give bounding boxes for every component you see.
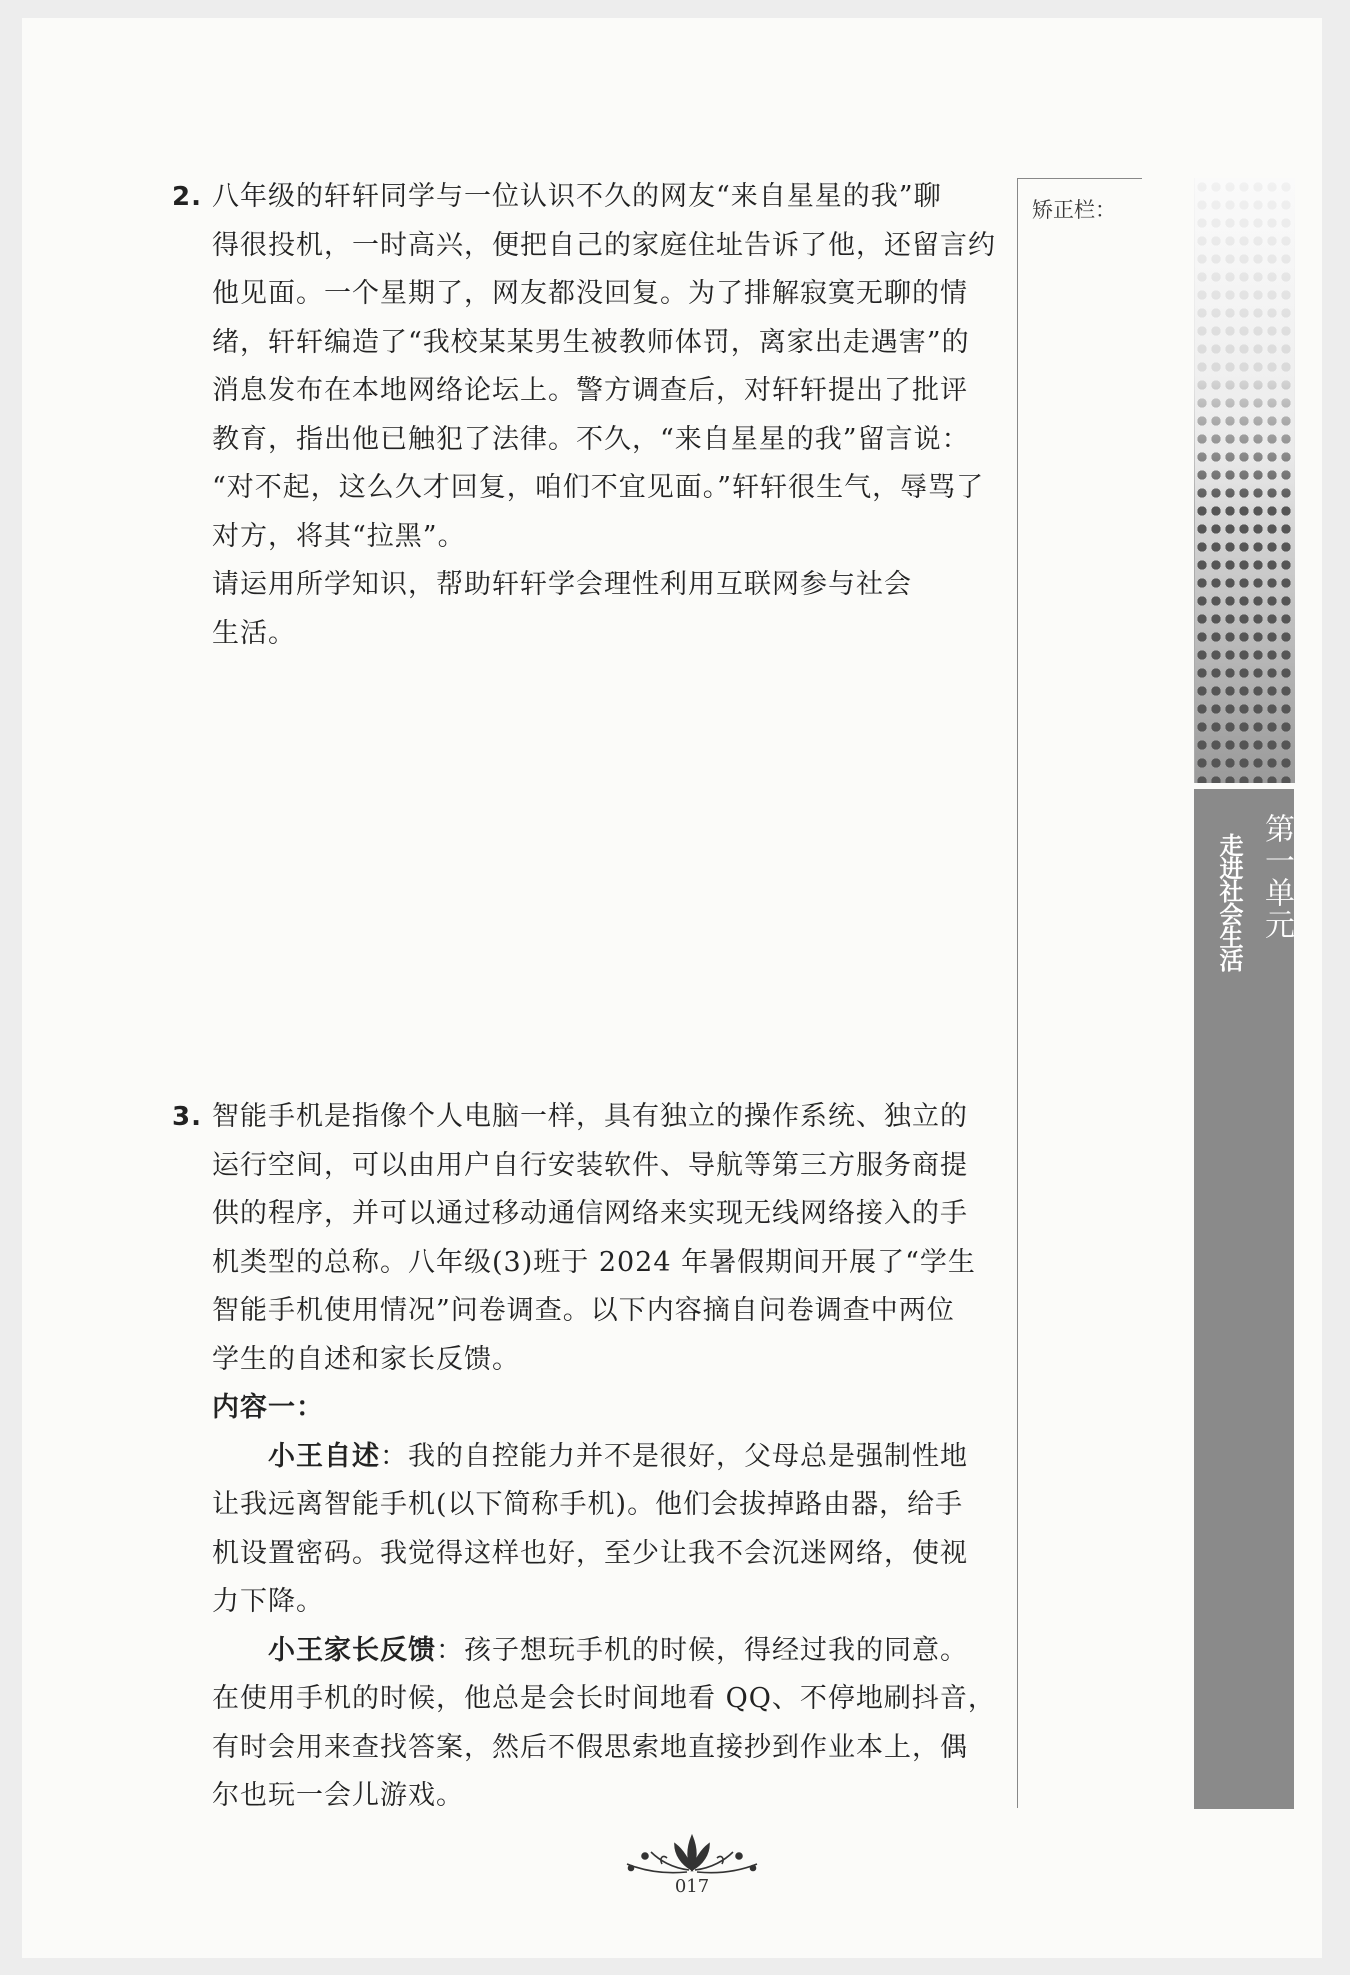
text-line: 生活。 xyxy=(212,617,296,649)
self-statement-label: 小王自述 xyxy=(268,1440,380,1472)
page xyxy=(22,18,1322,1958)
text-line: 得很投机，一时高兴，便把自己的家庭住址告诉了他，还留言约 xyxy=(212,229,996,261)
text-line: 绪，轩轩编造了“我校某某男生被教师体罚，离家出走遇害”的 xyxy=(212,326,970,358)
correction-column-top-border xyxy=(1017,178,1142,179)
text-line: 请运用所学知识，帮助轩轩学会理性利用互联网参与社会 xyxy=(212,569,912,600)
text-line: 智能手机使用情况”问卷调查。以下内容摘自问卷调查中两位 xyxy=(212,1295,955,1326)
text-line: 尔也玩一会儿游戏。 xyxy=(212,1780,464,1811)
self-statement xyxy=(212,1433,997,1482)
text-line: 学生的自述和家长反馈。 xyxy=(212,1343,520,1375)
text-line: 运行空间，可以由用户自行安装软件、导航等第三方服务商提 xyxy=(212,1149,968,1181)
parent-feedback xyxy=(212,1627,997,1676)
text-line: 消息发布在本地网络论坛上。警方调查后，对轩轩提出了批评 xyxy=(212,375,968,406)
text-line: 他见面。一个星期了，网友都没回复。为了排解寂寞无聊的情 xyxy=(212,278,968,309)
text-line: 让我远离智能手机(以下简称手机)。他们会拔掉路由器，给手 xyxy=(212,1489,964,1520)
text-line: 对方，将其“拉黑”。 xyxy=(212,520,466,552)
correction-column-label: 矫正栏： xyxy=(1032,198,1116,222)
text-line: 智能手机是指像个人电脑一样，具有独立的操作系统、独立的 xyxy=(212,1101,968,1132)
text-line: ：孩子想玩手机的时候，得经过我的同意。 xyxy=(436,1634,968,1666)
text-line: 八年级的轩轩同学与一位认识不久的网友“来自星星的我”聊 xyxy=(212,181,942,212)
question-number: 3. xyxy=(172,1102,202,1132)
floral-ornament-icon xyxy=(617,1830,767,1878)
text-line: 供的程序，并可以通过移动通信网络来实现无线网络接入的手 xyxy=(212,1198,968,1229)
text-line: 力下降。 xyxy=(212,1586,324,1617)
content-heading: 内容一： xyxy=(212,1392,324,1423)
unit-subtitle: 走进社会生活 xyxy=(1215,833,1243,971)
parent-feedback-label: 小王家长反馈 xyxy=(268,1634,436,1666)
unit-title: 第一单元 xyxy=(1259,813,1294,941)
question-2 xyxy=(172,173,997,658)
question-number: 2. xyxy=(172,182,202,212)
text-line: 有时会用来查找答案，然后不假思索地直接抄到作业本上，偶 xyxy=(212,1731,968,1763)
text-line: ：我的自控能力并不是很好，父母总是强制性地 xyxy=(380,1440,968,1472)
correction-column-border xyxy=(1017,178,1018,1808)
text-line: 在使用手机的时候，他总是会长时间地看 QQ、不停地刷抖音， xyxy=(212,1683,996,1714)
text-line: 机类型的总称。八年级(3)班于 2024 年暑假期间开展了“学生 xyxy=(212,1246,976,1278)
text-line: 机设置密码。我觉得这样也好，至少让我不会沉迷网络，使视 xyxy=(212,1537,968,1569)
text-line: 教育，指出他已触犯了法律。不久，“来自星星的我”留言说： xyxy=(212,423,970,455)
text-line: “对不起，这么久才回复，咱们不宜见面。”轩轩很生气，辱骂了 xyxy=(212,472,985,503)
page-number: 017 xyxy=(674,1876,710,1897)
question-3 xyxy=(172,1093,997,1821)
dot-pattern-fade xyxy=(1194,178,1294,508)
